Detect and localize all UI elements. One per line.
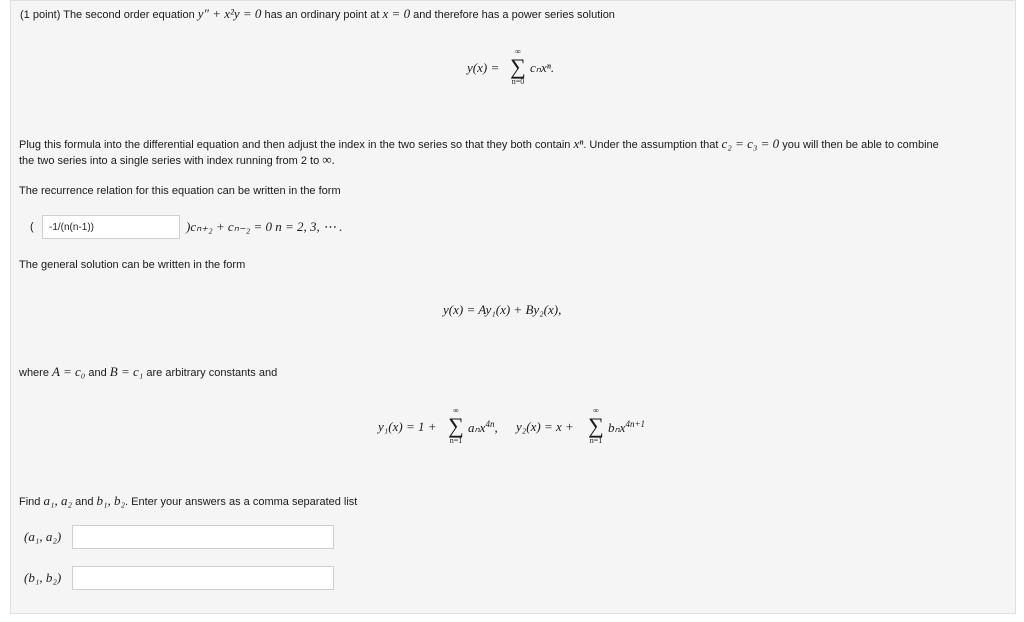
- y2-lhs: y₂(x) = x +: [516, 419, 574, 434]
- b-answer-input[interactable]: [72, 566, 334, 590]
- recurrence-open-paren: (: [30, 221, 34, 233]
- instructions-line-1: Plug this formula into the differential equation and then adjust the index in the two series so that they both contain xⁿ. Under the assumption that c₂ = c₃ = 0 you will then be able to combine: [19, 136, 939, 151]
- a-answer-input[interactable]: [72, 525, 334, 549]
- y2-term: bₙx$^{4n+1}$: [608, 419, 646, 435]
- b-answer-label: (b₁, b₂): [24, 570, 62, 585]
- a-answer-label: (a₁, a₂): [24, 529, 62, 544]
- y1-sum-symbol: ∞ ∑ n=1: [448, 406, 464, 445]
- recurrence-label: The recurrence relation for this equation can be written in the form: [19, 185, 341, 197]
- ordinary-point: x = 0: [382, 6, 411, 21]
- ode-equation: y″ + x²y = 0: [197, 6, 262, 21]
- general-solution-formula: y(x) = Ay₁(x) + By₂(x),: [443, 302, 562, 317]
- y1-term: aₙx$^{4n}$,: [468, 419, 498, 435]
- recurrence-formula: )cₙ₊₂ + cₙ₋₂ = 0 n = 2, 3, ⋯ .: [186, 219, 343, 234]
- instructions-line-2: the two series into a single series with index running from 2 to ∞.: [19, 152, 335, 167]
- general-solution-label: The general solution can be written in the form: [19, 259, 246, 271]
- series-sum-symbol: ∞ ∑ n=0: [510, 47, 526, 86]
- find-instructions: Find a₁, a₂ and b₁, b₂. Enter your answers as a comma separated list: [19, 493, 358, 508]
- recurrence-answer-input[interactable]: [42, 215, 180, 239]
- series-term: cₙxⁿ.: [530, 60, 555, 75]
- y1-lhs: y₁(x) = 1 +: [378, 419, 437, 434]
- problem-statement: (1 point) The second order equation y″ + x²y = 0 has an ordinary point at x = 0 and therefore has a power series solution: [20, 6, 615, 21]
- y2-sum-symbol: ∞ ∑ n=1: [588, 406, 604, 445]
- constants-description: where A = c₀ and B = c₁ are arbitrary constants and: [19, 364, 278, 379]
- series-lhs: y(x) =: [467, 60, 500, 75]
